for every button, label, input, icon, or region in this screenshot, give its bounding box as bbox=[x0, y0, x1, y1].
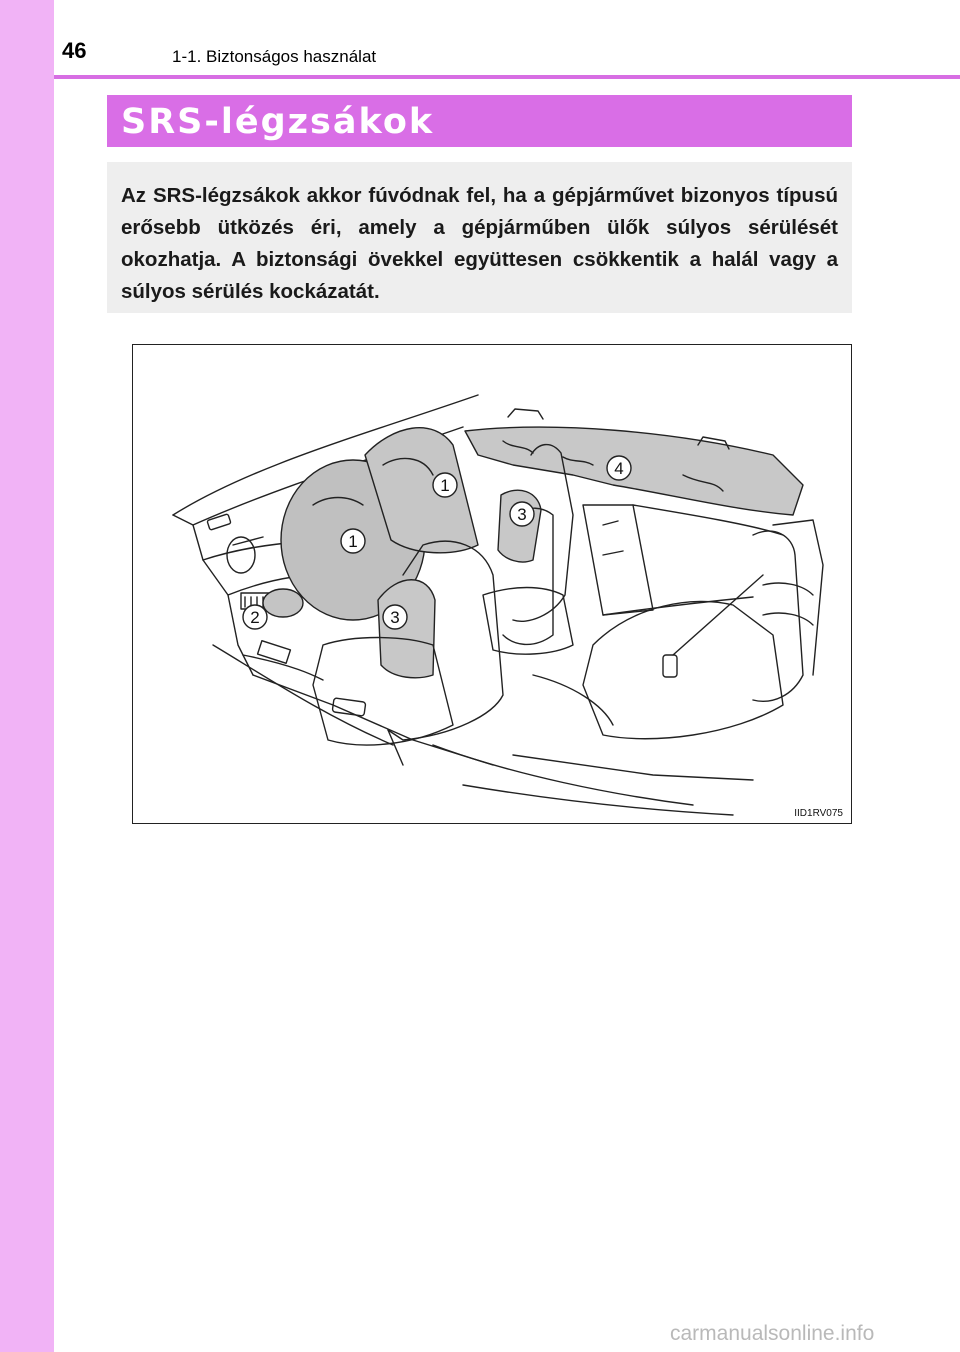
intro-box bbox=[107, 162, 852, 313]
side-color-band bbox=[0, 0, 54, 1352]
callout-label: 3 bbox=[517, 505, 527, 524]
callout-markers bbox=[133, 345, 852, 824]
figure-id: IID1RV075 bbox=[794, 808, 843, 819]
airbag-illustration bbox=[132, 344, 852, 824]
callout-label: 2 bbox=[250, 608, 260, 627]
page-number: 46 bbox=[62, 38, 87, 63]
callout-label: 1 bbox=[348, 532, 358, 551]
title-bar bbox=[107, 95, 852, 147]
callout-label: 1 bbox=[440, 476, 450, 495]
callout-label: 3 bbox=[390, 608, 400, 627]
header-rule bbox=[54, 75, 960, 79]
watermark[interactable]: carmanualsonline.info bbox=[670, 1322, 875, 1345]
page-title: SRS-légzsákok bbox=[121, 102, 435, 142]
section-label: 1-1. Biztonságos használat bbox=[172, 47, 377, 66]
intro-paragraph: Az SRS-légzsákok akkor fúvódnak fel, ha a gépjárművet bizonyos típusú erősebb ütközés éri, amely a gépjárműben ülők súlyos sérülését okozhatja. A biztonsági övekkel együttesen csökkentik a halál vagy a súlyos sérülés kockázatát. bbox=[121, 184, 838, 303]
callout-label: 4 bbox=[614, 459, 624, 478]
